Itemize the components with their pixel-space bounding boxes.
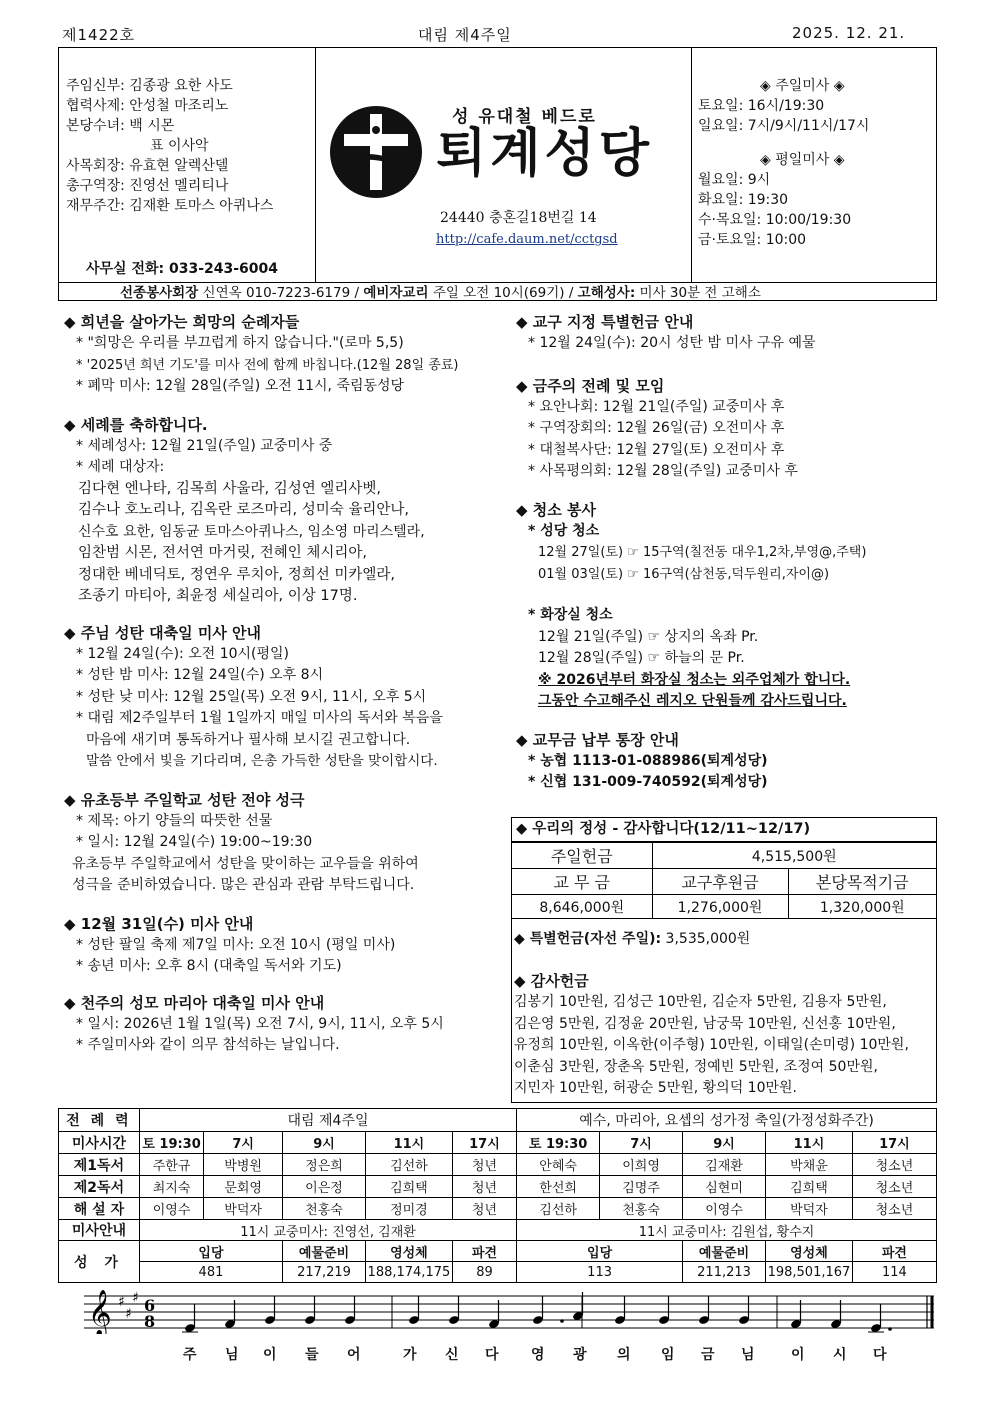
info-label: 고해성사: (577, 285, 636, 301)
weekday-mass-line: 금·토요일: 10:00 (698, 232, 807, 248)
thanks-line: 이춘심 3만원, 장춘옥 5만원, 정예빈 5만원, 조정여 50만원, (514, 1058, 878, 1075)
lyric-syllable: 주 (183, 1347, 197, 1363)
staff-line: 표 이사악 (150, 138, 209, 154)
section-bank (516, 729, 866, 794)
section-item: * 세례 대상자: (76, 459, 165, 475)
section-title: ◆ 희년을 살아가는 희망의 순례자들 (64, 313, 300, 331)
commentator-cell: 정미경 (366, 1198, 453, 1220)
reading1-row (59, 1154, 937, 1176)
section-children-play (64, 789, 458, 897)
section-item: 12월 27일(토) ☞ 15구역(칠전동 대우1,2차,부영@,주택) (538, 545, 867, 560)
section-item: 말씀 안에서 빛을 기다리며, 은총 가득한 성탄을 맞이합시다. (86, 753, 438, 769)
section-item: * 12월 24일(수): 20시 성탄 밤 미사 구유 예물 (528, 335, 816, 351)
staff-line: 재무주간: 김재환 토마스 아퀴나스 (66, 198, 274, 214)
lyric-syllable: 들 (305, 1347, 319, 1363)
week1-title: 대림 제4주일 (139, 1109, 516, 1132)
reader-cell: 정은희 (283, 1154, 366, 1176)
section-item: * 세례성사: 12월 21일(주일) 교중미사 중 (76, 437, 333, 454)
mass-time-cell: 11시 (766, 1132, 853, 1154)
section-item: * 농협 1113-01-088986(퇴계성당) (528, 752, 768, 769)
hymn-number-cell: 188,174,175 (366, 1262, 453, 1283)
section-item: 정대한 베네딕토, 정연우 루치아, 정희선 미카엘라, (78, 566, 396, 583)
reader-cell: 이희영 (600, 1154, 683, 1176)
lyric-syllable: 가 (403, 1347, 417, 1363)
parish-website-link[interactable]: http://cafe.daum.net/cctgsd (436, 232, 618, 247)
dot (560, 1319, 564, 1323)
mass-time-cell: 11시 (366, 1132, 453, 1154)
commentator-cell: 청소년 (852, 1198, 936, 1220)
reader-cell: 청소년 (852, 1176, 936, 1198)
special-offering-label: ◆ 특별헌금(자선 주일): (514, 931, 662, 947)
music-notation (84, 1290, 936, 1334)
reader-cell: 김재환 (683, 1154, 766, 1176)
hymn-heading-cell: 파견 (852, 1241, 936, 1262)
hymn-number-cell: 217,219 (283, 1262, 366, 1283)
section-title: ◆ 12월 31일(수) 미사 안내 (64, 914, 254, 933)
reader-cell: 김선하 (366, 1154, 453, 1176)
reader-cell: 심현미 (683, 1176, 766, 1198)
offering-amount: 1,276,000원 (652, 895, 788, 919)
sharp-icon: ♯ (118, 1294, 125, 1310)
offering-label: 주일헌금 (512, 843, 652, 869)
staff-list (66, 76, 273, 216)
hymn-heading-cell: 예물준비 (683, 1241, 766, 1262)
parish-logo-icon (328, 104, 424, 204)
issue-number: 제1422호 (62, 26, 136, 44)
section-item: 임찬범 시몬, 전서연 마거릿, 전혜인 체시리아, (78, 545, 367, 561)
hymn-heading-cell: 예물준비 (283, 1241, 366, 1262)
lyric-syllable: 금 (701, 1347, 715, 1363)
section-title: ◆ 청소 봉사 (516, 500, 596, 519)
time-signature: 6 (144, 1296, 156, 1315)
section-item: * 성탄 밤 미사: 12월 24일(수) 오후 8시 (76, 667, 324, 683)
reader-cell: 청년 (452, 1176, 516, 1198)
sunday-mass-title: ◈ 주일미사 ◈ (760, 78, 845, 94)
dot (888, 1327, 892, 1331)
offering-amount: 4,515,500원 (652, 843, 936, 869)
staff-line: 총구역장: 진영선 멜리티나 (66, 178, 229, 194)
section-item: 김수나 호노리나, 김옥란 로즈마리, 성미숙 율리안나, (78, 502, 410, 518)
section-item: * 요안나회: 12월 21일(주일) 교중미사 후 (528, 398, 785, 415)
commentator-cell: 김선하 (517, 1198, 600, 1220)
hymn-number-row (59, 1262, 937, 1283)
section-item: ※ 2026년부터 화장실 청소는 외주업체가 합니다. (538, 671, 851, 688)
hymn-number-cell: 114 (852, 1262, 936, 1283)
info-text: 주일 오전 10시(69기) / (428, 285, 578, 301)
section-item: 마음에 새기며 통독하거나 필사해 보시길 권고합니다. (86, 731, 411, 748)
reader-cell: 문회영 (204, 1176, 283, 1198)
commentator-cell: 박덕자 (204, 1198, 283, 1220)
lyric-syllable: 이 (263, 1347, 277, 1363)
hymn-head-row (59, 1241, 937, 1262)
section-item: * 성탄 팔일 축제 제7일 미사: 오전 10시 (평일 미사) (76, 936, 396, 953)
row-label: 미사시간 (59, 1132, 140, 1154)
hymn-number-cell: 481 (139, 1262, 282, 1283)
info-bar (120, 281, 761, 301)
section-item: 김다현 엔나타, 김목희 사울라, 김성연 엘리사벳, (78, 480, 382, 497)
hymn-heading-cell: 영성체 (366, 1241, 453, 1262)
reader-cell: 박병원 (204, 1154, 283, 1176)
section-title: ◆ 주님 성탄 대축일 미사 안내 (64, 623, 262, 642)
lyric-syllable: 의 (617, 1347, 631, 1363)
section-christmas-mass (64, 622, 458, 773)
reader-cell: 청년 (452, 1154, 516, 1176)
staff-line: 주임신부: 김종광 요한 사도 (66, 78, 233, 94)
parish-name: 퇴계성당 (436, 124, 653, 184)
times-row (59, 1132, 937, 1154)
lyric-syllable: 시 (833, 1347, 847, 1363)
reader-cell: 김명주 (600, 1176, 683, 1198)
weekday-mass-line: 수·목요일: 10:00/19:30 (698, 212, 852, 228)
lyric-syllable: 임 (661, 1347, 675, 1363)
thanks-list (514, 992, 909, 1100)
mass-time-cell: 토 19:30 (139, 1132, 203, 1154)
section-restroom-cleaning (516, 605, 866, 713)
info-text: 미사 30분 전 고해소 (635, 285, 761, 301)
info-text: 신연옥 010-7223-6179 / (198, 285, 364, 301)
row-label: 성 가 (59, 1241, 140, 1283)
commentator-cell: 이영수 (139, 1198, 203, 1220)
weekday-mass-title: ◈ 평일미사 ◈ (760, 152, 845, 168)
special-offering (514, 928, 750, 948)
mass-time-cell: 17시 (452, 1132, 516, 1154)
reading2-row (59, 1176, 937, 1198)
mass-time-cell: 7시 (600, 1132, 683, 1154)
section-item: * 성당 청소 (528, 522, 600, 539)
section-dec31 (64, 913, 458, 978)
lyric-syllable: 광 (573, 1347, 587, 1363)
offering-title: ◆ 우리의 정성 - 감사합니다(12/11~12/17) (512, 818, 936, 842)
staff-line: 사목회장: 유효현 알렉산델 (66, 158, 229, 174)
section-title: ◆ 유초등부 주일학교 성탄 전야 성극 (64, 790, 305, 809)
row-label: 해 설 자 (59, 1198, 140, 1220)
mass-time-cell: 토 19:30 (517, 1132, 600, 1154)
weekday-mass-line: 월요일: 9시 (698, 172, 771, 188)
section-meetings (516, 375, 866, 483)
parish-subtitle: 성 유대철 베드로 (452, 107, 597, 127)
lyric-syllable: 님 (225, 1347, 239, 1363)
weekday-mass-line: 화요일: 19:30 (698, 192, 789, 208)
commentator-cell: 박덕자 (766, 1198, 853, 1220)
office-phone: 사무실 전화: 033-243-6004 (86, 261, 278, 277)
offering-amount: 8,646,000원 (512, 895, 652, 919)
section-item: * 송년 미사: 오후 8시 (대축일 독서와 기도) (76, 958, 342, 974)
reader-cell: 최지숙 (139, 1176, 203, 1198)
lyric-syllable: 님 (741, 1347, 755, 1363)
staff-line: 협력사제: 안성철 마조리노 (66, 98, 229, 114)
lyric-syllable: 다 (485, 1347, 499, 1363)
parish-address: 24440 충혼길18번길 14 (440, 210, 597, 226)
lyric-syllable: 영 (531, 1347, 545, 1363)
commentator-cell: 이영수 (683, 1198, 766, 1220)
section-item: * 구역장회의: 12월 26일(금) 오전미사 후 (528, 420, 785, 436)
sunday-mass-line: 토요일: 16시/19:30 (698, 98, 825, 114)
mass-time-cell: 9시 (683, 1132, 766, 1154)
section-item: * "희망은 우리를 부끄럽게 하지 않습니다."(로마 5,5) (76, 335, 404, 351)
section-jubilee (64, 311, 458, 398)
section-item: 그동안 수고해주신 레지오 단원들께 감사드립니다. (538, 693, 847, 709)
section-special-offering (516, 311, 866, 355)
section-title: ◆ 교무금 납부 통장 안내 (516, 730, 679, 749)
hymn-heading-cell: 입당 (139, 1241, 282, 1262)
offering-amount: 1,320,000원 (788, 895, 936, 919)
section-cleaning (516, 499, 866, 586)
mass-notice: 11시 교중미사: 김원섭, 황수지 (517, 1220, 937, 1241)
hymn-number-cell: 113 (517, 1262, 683, 1283)
section-item: * 일시: 2026년 1월 1일(목) 오전 7시, 9시, 11시, 오후 5시 (76, 1015, 444, 1032)
section-item: 12월 28일(주일) ☞ 하늘의 문 Pr. (538, 650, 745, 666)
commentator-row (59, 1198, 937, 1220)
thanks-line: 김은영 5만원, 김정윤 20만원, 남궁묵 10만원, 신선홍 10만원, (514, 1015, 896, 1032)
section-item: 12월 21일(주일) ☞ 상지의 옥좌 Pr. (538, 628, 759, 645)
hymn-heading-cell: 영성체 (766, 1241, 853, 1262)
section-title: ◆ 금주의 전례 및 모임 (516, 376, 665, 395)
staff-line: 본당수녀: 백 시몬 (66, 118, 175, 134)
week2-title: 예수, 마리아, 요셉의 성가정 축일(가정성화주간) (517, 1109, 937, 1132)
row-label: 미사안내 (59, 1220, 140, 1241)
thanks-title: ◆ 감사헌금 (514, 972, 589, 990)
section-item: * 12월 24일(수): 오전 10시(평일) (76, 645, 290, 662)
sunday-mass-line: 일요일: 7시/9시/11시/17시 (698, 118, 870, 134)
section-item: * 일시: 12월 24일(수) 19:00~19:30 (76, 834, 313, 850)
commentator-cell: 천홍숙 (600, 1198, 683, 1220)
reader-cell: 안혜숙 (517, 1154, 600, 1176)
section-mary-feast (64, 992, 458, 1057)
section-item: * '2025년 희년 기도'를 미사 전에 함께 바칩니다.(12월 28일 종료) (76, 357, 459, 373)
reader-cell: 주한규 (139, 1154, 203, 1176)
info-label: 선종봉사회장 (120, 285, 199, 301)
mass-notice: 11시 교중미사: 진영선, 김재환 (139, 1220, 516, 1241)
section-item: 유초등부 주일학교에서 성탄을 맞이하는 교우들을 위하여 (72, 855, 419, 872)
section-item: * 대림 제2주일부터 1월 1일까지 매일 미사의 독서와 복음을 (76, 710, 443, 726)
reader-cell: 한선희 (517, 1176, 600, 1198)
offering-label: 본당목적기금 (788, 869, 936, 895)
commentator-cell: 청년 (452, 1198, 516, 1220)
section-title: ◆ 세례를 축하합니다. (64, 415, 208, 434)
music-staff (84, 1290, 936, 1334)
liturgy-schedule-table (58, 1108, 937, 1283)
reader-cell: 이은정 (283, 1176, 366, 1198)
section-item: * 사목평의회: 12월 28일(주일) 교중미사 후 (528, 463, 798, 479)
section-item: * 대철복사단: 12월 27일(토) 오전미사 후 (528, 441, 785, 458)
row-label: 제2독서 (59, 1176, 140, 1198)
liturgical-sunday: 대림 제4주일 (418, 26, 512, 44)
thanks-line: 김봉기 10만원, 김성근 10만원, 김순자 5만원, 김용자 5만원, (514, 994, 887, 1010)
section-item: * 제목: 아기 양들의 따뜻한 선물 (76, 812, 273, 829)
reader-cell: 박채윤 (766, 1154, 853, 1176)
section-baptism (64, 414, 458, 608)
reader-cell: 김희택 (766, 1176, 853, 1198)
commentator-cell: 천홍숙 (283, 1198, 366, 1220)
issue-date: 2025. 12. 21. (792, 24, 906, 42)
section-item: 성극을 준비하였습니다. 많은 관심과 관람 부탁드립니다. (72, 877, 415, 893)
lyrics-line (0, 1344, 992, 1364)
lyric-syllable: 다 (873, 1347, 887, 1363)
section-item: * 주일미사와 같이 의무 참석하는 날입니다. (76, 1037, 340, 1053)
section-item: * 화장실 청소 (528, 607, 613, 623)
right-column (516, 311, 866, 794)
thanks-line: 지민자 10만원, 허광순 5만원, 황의덕 10만원. (514, 1080, 797, 1096)
section-title: ◆ 교구 지정 특별헌금 안내 (516, 313, 694, 331)
mass-time-cell: 7시 (204, 1132, 283, 1154)
hymn-heading-cell: 입당 (517, 1241, 683, 1262)
mass-time-cell: 9시 (283, 1132, 366, 1154)
sharp-icon: ♯ (125, 1306, 132, 1322)
offering-box (511, 817, 937, 1103)
treble-clef-icon: 𝄞 (88, 1290, 112, 1334)
offering-label: 교구후원금 (652, 869, 788, 895)
special-offering-amount: 3,535,000원 (661, 931, 751, 947)
reader-cell: 김희택 (366, 1176, 453, 1198)
section-item: 01월 03일(토) ☞ 16구역(삼천동,덕두원리,자이@) (538, 566, 830, 582)
lyric-syllable: 이 (791, 1347, 805, 1363)
sharp-icon: ♯ (132, 1290, 139, 1306)
offering-table (512, 842, 936, 919)
reader-cell: 청소년 (852, 1154, 936, 1176)
section-item: * 폐막 미사: 12월 28일(주일) 오전 11시, 죽림동성당 (76, 378, 405, 394)
time-signature: 8 (144, 1312, 156, 1331)
hymn-number-cell: 198,501,167 (766, 1262, 853, 1283)
thanks-line: 유정희 10만원, 이옥한(이주형) 10만원, 이태일(손미령) 10만원, (514, 1037, 909, 1053)
hymn-number-cell: 89 (452, 1262, 516, 1283)
row-label: 제1독서 (59, 1154, 140, 1176)
left-column (64, 311, 458, 1057)
section-item: * 성탄 낮 미사: 12월 25일(목) 오전 9시, 11시, 오후 5시 (76, 688, 427, 705)
info-label: 예비자교리 (363, 285, 429, 301)
section-item: 조종기 마티아, 최윤정 세실리아, 이상 17명. (78, 588, 358, 604)
section-item: * 신협 131-009-740592(퇴계성당) (528, 774, 768, 790)
offering-label: 교 무 금 (512, 869, 652, 895)
row-label: 전 례 력 (59, 1109, 140, 1132)
hymn-heading-cell: 파견 (452, 1241, 516, 1262)
mass-time-cell: 17시 (852, 1132, 936, 1154)
lyric-syllable: 어 (347, 1347, 361, 1363)
section-item: 신수호 요한, 임동균 토마스아퀴나스, 임소영 마리스텔라, (78, 523, 425, 540)
hymn-number-cell: 211,213 (683, 1262, 766, 1283)
section-title: ◆ 천주의 성모 마리아 대축일 미사 안내 (64, 993, 325, 1012)
lyric-syllable: 신 (445, 1347, 459, 1363)
